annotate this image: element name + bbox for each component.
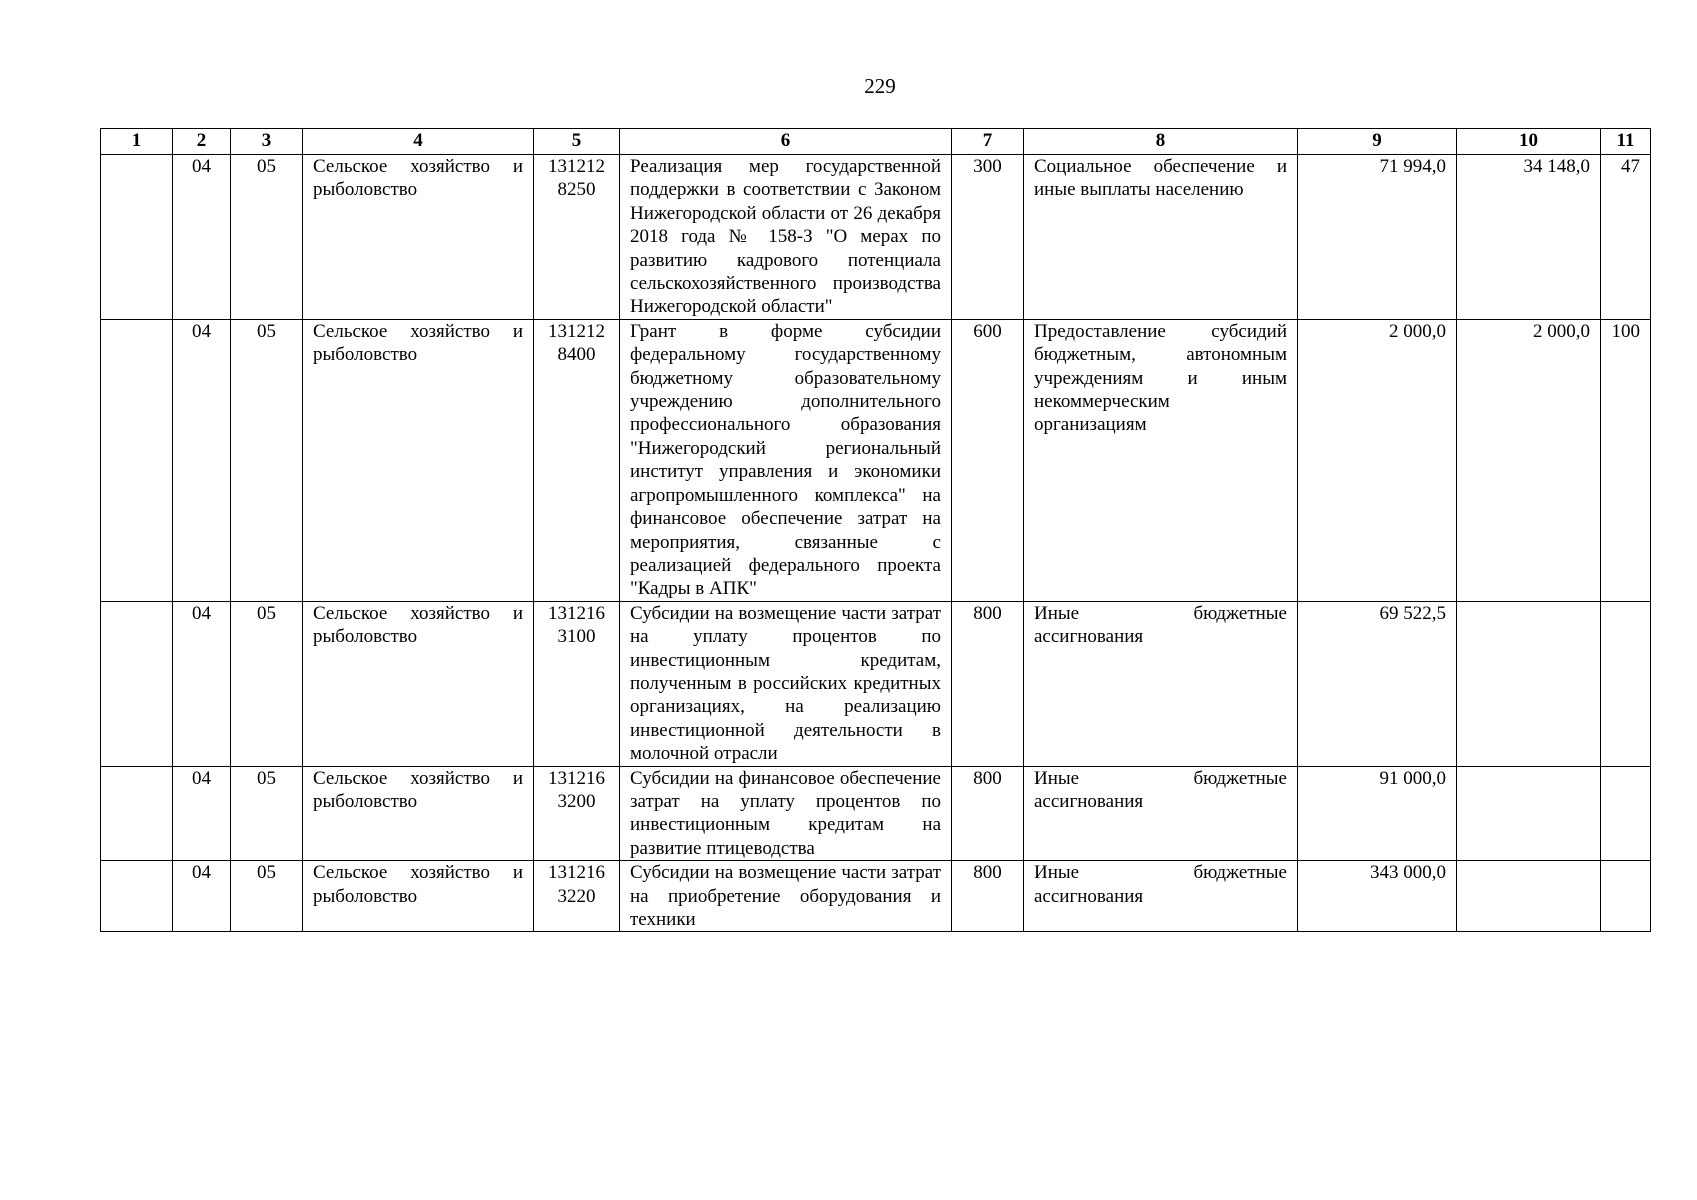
target-code-part2: 3220 <box>557 885 596 907</box>
cell-expense-type: 800 <box>952 861 1024 932</box>
table-row <box>101 766 1651 861</box>
target-code-part1: 131212 <box>548 156 605 177</box>
table-row <box>101 155 1651 320</box>
budget-table <box>100 128 1651 932</box>
header-row <box>101 129 1651 155</box>
cell-expense-type: 800 <box>952 766 1024 861</box>
cell-subsection: 05 <box>231 601 303 766</box>
cell-section: 04 <box>173 155 231 320</box>
column-header: 9 <box>1298 129 1457 155</box>
column-header: 5 <box>534 129 620 155</box>
cell-section: 04 <box>173 766 231 861</box>
cell-section-name: Сельское хозяйство и рыболовство <box>303 861 534 932</box>
cell-section-name: Сельское хозяйство и рыболовство <box>303 766 534 861</box>
table-row <box>101 319 1651 601</box>
cell-amount-executed <box>1457 861 1601 932</box>
cell-section-name: Сельское хозяйство и рыболовство <box>303 155 534 320</box>
cell-target-code <box>534 319 620 601</box>
cell-subsection: 05 <box>231 319 303 601</box>
cell-percent <box>1601 861 1651 932</box>
cell-description: Субсидии на финансовое обеспечение затрат на уплату процентов по инвестиционным кредитам на развитие птицеводства <box>620 766 952 861</box>
cell-description: Субсидии на возмещение части затрат на уплату процентов по инвестиционным кредитам, полученным в российских кредитных организациях, на реализацию инвестиционной деятельности в молочной отрасли <box>620 601 952 766</box>
cell-description: Грант в форме субсидии федеральному государственному бюджетному образовательному учреждению дополнительного профессионального образования "Нижегородский региональный институт управления и экономики агропромышленного комплекса" на финансовое обеспечение затрат на мероприятия, связанные с реализацией федерального проекта "Кадры в АПК" <box>620 319 952 601</box>
column-header: 1 <box>101 129 173 155</box>
cell-target-code <box>534 861 620 932</box>
cell-target-code <box>534 601 620 766</box>
cell-subsection: 05 <box>231 155 303 320</box>
cell-col1 <box>101 766 173 861</box>
target-code-part2: 8400 <box>557 344 596 366</box>
cell-amount-executed: 34 148,0 <box>1457 155 1601 320</box>
cell-percent <box>1601 601 1651 766</box>
column-header: 8 <box>1024 129 1298 155</box>
cell-amount-planned: 2 000,0 <box>1298 319 1457 601</box>
cell-expense-type-name: Иные бюджетные ассигнования <box>1024 601 1298 766</box>
column-header: 7 <box>952 129 1024 155</box>
cell-description: Реализация мер государственной поддержки в соответствии с Законом Нижегородской области от 26 декабря 2018 года № 158-З "О мерах по развитию кадрового потенциала сельскохозяйственного производства Нижегородской области" <box>620 155 952 320</box>
column-header: 4 <box>303 129 534 155</box>
cell-amount-executed: 2 000,0 <box>1457 319 1601 601</box>
cell-target-code <box>534 766 620 861</box>
page-number: 229 <box>864 74 896 98</box>
target-code-part1: 131216 <box>548 862 605 884</box>
target-code-part1: 131212 <box>548 320 605 342</box>
cell-subsection: 05 <box>231 766 303 861</box>
column-header: 11 <box>1601 129 1651 155</box>
column-header: 10 <box>1457 129 1601 155</box>
target-code-part2: 3100 <box>557 626 596 648</box>
column-header: 6 <box>620 129 952 155</box>
cell-amount-executed <box>1457 766 1601 861</box>
target-code-part2: 3200 <box>557 790 596 812</box>
cell-section-name: Сельское хозяйство и рыболовство <box>303 319 534 601</box>
cell-percent <box>1601 766 1651 861</box>
cell-section-name: Сельское хозяйство и рыболовство <box>303 601 534 766</box>
table-row <box>101 601 1651 766</box>
cell-amount-executed <box>1457 601 1601 766</box>
cell-amount-planned: 69 522,5 <box>1298 601 1457 766</box>
cell-expense-type: 300 <box>952 155 1024 320</box>
cell-description: Субсидии на возмещение части затрат на приобретение оборудования и техники <box>620 861 952 932</box>
target-code-part2: 8250 <box>557 179 596 201</box>
cell-col1 <box>101 861 173 932</box>
cell-percent: 100 <box>1601 319 1651 601</box>
cell-subsection: 05 <box>231 861 303 932</box>
cell-expense-type-name: Социальное обеспечение и иные выплаты населению <box>1024 155 1298 320</box>
column-header: 2 <box>173 129 231 155</box>
cell-amount-planned: 343 000,0 <box>1298 861 1457 932</box>
cell-section: 04 <box>173 601 231 766</box>
cell-expense-type: 600 <box>952 319 1024 601</box>
cell-percent: 47 <box>1601 155 1651 320</box>
table-row <box>101 861 1651 932</box>
cell-amount-planned: 91 000,0 <box>1298 766 1457 861</box>
cell-section: 04 <box>173 861 231 932</box>
column-header: 3 <box>231 129 303 155</box>
cell-amount-planned: 71 994,0 <box>1298 155 1457 320</box>
cell-section: 04 <box>173 319 231 601</box>
target-code-part1: 131216 <box>548 602 605 624</box>
cell-col1 <box>101 155 173 320</box>
cell-expense-type-name: Предоставление субсидий бюджетным, автономным учреждениям и иным некоммерческим организациям <box>1024 319 1298 601</box>
target-code-part1: 131216 <box>548 767 605 789</box>
cell-expense-type-name: Иные бюджетные ассигнования <box>1024 766 1298 861</box>
cell-target-code <box>534 155 620 320</box>
cell-col1 <box>101 319 173 601</box>
cell-col1 <box>101 601 173 766</box>
cell-expense-type-name: Иные бюджетные ассигнования <box>1024 861 1298 932</box>
cell-expense-type: 800 <box>952 601 1024 766</box>
